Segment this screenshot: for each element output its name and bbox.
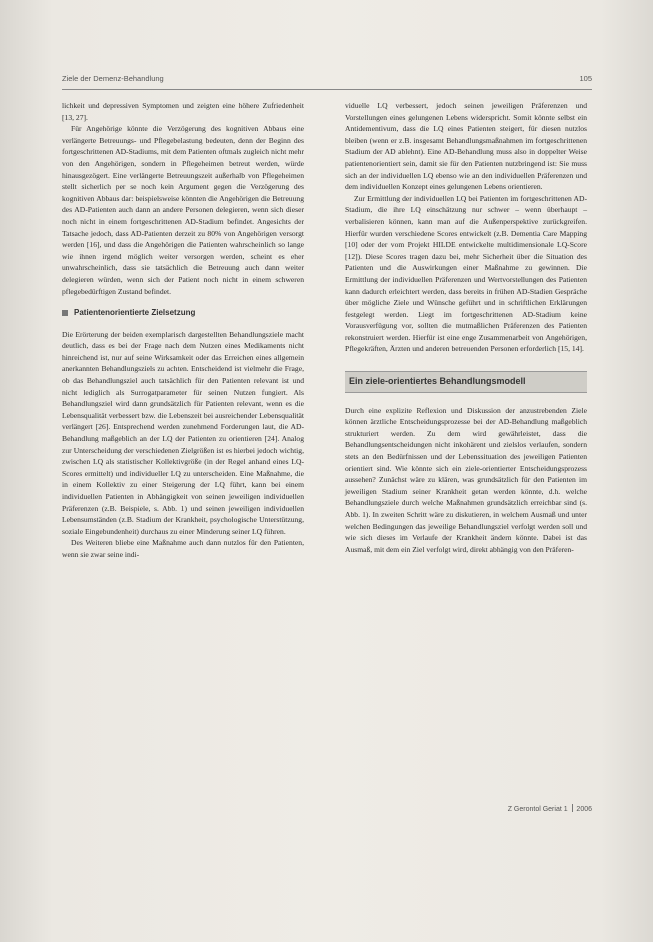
running-title: Ziele der Demenz-Behandlung <box>62 74 164 83</box>
running-header <box>62 74 592 88</box>
page-footer <box>470 804 592 813</box>
journal-year: 2006 <box>576 806 592 813</box>
paragraph: Für Angehörige könnte die Verzögerung des kognitiven Abbaus eine verlängerte Betreuungs- und Pflegebelastung bedeuten, denn der Beginn des fortgeschrittenen AD-Stadiums, mit dem Patienten oftmals zugleich nicht mehr von den Angehörigen, sondern in Pflegeheimen betreut werden, würde hinausgezögert. Eine verlängerte Betreuungszeit außerhalb von Pflegeheimen stellt sicherlich per se noch kein Argument gegen die Verzögerung des kognitiven Abbaus dar: beispielsweise könnten die Angehörigen die Betreuung des AD-Patienten auch dann an andere Personen delegieren, wenn sich dieser noch nicht in einem fortgeschrittenen AD-Stadium befindet. Angesichts der Tatsache jedoch, dass AD-Patienten derzeit zu 80% von Angehörigen versorgt werden [16], und dass die Angehörigen die Patienten wahrscheinlich so lange wie ihnen irgend möglich weiter versorgen werden, scheint es eher unwahrscheinlich, dass sie tatsächlich die Betreuung auch dann weiter delegieren würden, wenn sich der Patient noch nicht in einem schweren pflegebedürftigen Zustand befindet. <box>62 124 304 296</box>
paragraph: Des Weiteren bliebe eine Maßnahme auch dann nutzlos für den Patienten, wenn sie zwar seine indi- <box>62 538 304 559</box>
paragraph: lichkeit und depressiven Symptomen und zeigten eine höhere Zufriedenheit [13, 27]. <box>62 101 304 122</box>
paragraph: Zur Ermittlung der individuellen LQ bei Patienten im fortgeschrittenen AD-Stadium, die ihre LQ einschätzung nur schwer – wenn überhaupt – verbalisieren können, kann man auf die Außenperspektive zurückgreifen. Hierfür wurden verschiedene Scores entwickelt (z.B. Dementia Care Mapping [10] oder der vom Projekt HILDE entwickelte multidimensionale LQ-Score [12]). Diese Scores tragen dazu bei, mehr Sicherheit über die Situation des Patienten und die Auswirkungen einer Maßnahme zu gewinnen. Die Ermittlung der individuellen Präferenzen und Wertvorstellungen des Patienten kann dadurch erleichtert werden, dass bereits in frühen AD-Stadien Gespräche über mögliche Ziele und Wünsche geführt und in schriftlichen Erklärungen festgelegt werden. Liegt im fortgeschrittenen AD-Stadium keine Vorausverfügung vor, sollten die mutmaßlichen Präferenzen des Patienten rekonstruiert werden. Hierfür ist eine enge Zusammenarbeit von Angehörigen, Pflegekräften, Ärzten und anderen betreuenden Personen erforderlich [15, 14]. <box>345 193 587 354</box>
header-rule <box>62 89 592 90</box>
section-heading-text: Ein ziele-orientiertes Behandlungsmodell <box>349 376 526 387</box>
footer-separator <box>572 804 573 812</box>
paragraph: Durch eine explizite Reflexion und Diskussion der anzustrebenden Ziele können ärztliche Entscheidungsprozesse bei der AD-Behandlung maßgeblich strukturiert werden. Zu dem wird gewährleistet, dass die Behandlungsentscheidungen nicht inkohärent und zielslos verlaufen, sondern stets an den Bedürfnissen und der Lebenssituation des jeweiligen Patienten orientiert sind. Wie könnte sich ein ziele-orientierter Entscheidungsprozess aussehen? Zunächst wäre zu klären, was grundsätzlich für den Patienten im jeweiligen Stadium seiner Krankheit getan werden könnte, d.h. welche Behandlungsziele durch welche Maßnahmen grundsätzlich erreichbar sind (s. Abb. 1). In zweiten Schritt wäre zu diskutieren, in welchem Ausmaß und unter welchen Bedingungen das jeweilige Behandlungsziel verfolgt werden soll und wie sich dieses im Verlaufe der Krankheit ändern könnte. Dabei ist das Ausmaß, mit dem ein Ziel verfolgt wird, direkt abhängig von den Präferen- <box>345 405 587 554</box>
heading-bullet-icon <box>62 310 68 316</box>
paragraph: Die Erörterung der beiden exemplarisch dargestellten Behandlungsziele macht deutlich, dass es bei der Frage nach dem Nutzen eines Medikaments nicht hinreichend ist, nur auf seine Wirksamkeit oder das Erreichen eines allgemein anerkannten Behandlungsziels zu achten. Entscheidend ist vielmehr die Frage, ob das Behandlungsziel auch tatsächlich für den Patienten relevant ist und nicht lediglich als Surrogatparameter für seinen Nutzen fungiert. Als Behandlungsziel wird dann grundsätzlich für Patienten relevant, wenn es die Lebensqualität verbessert bzw. die Lebenszeit bei ausreichender Lebensqualität verlängert [26]. Entsprechend werden zunehmend Forderungen laut, die AD-Behandlung maßgeblich an der LQ der Patienten zu orientieren [24]. Analog zur Unterscheidung der verschiedenen Zielgrößen ist es hierbei jedoch wichtig, zwischen LQ als statistischer Kollektivgröße (in der Regel anhand eines LQ-Scores ermittelt) und individueller LQ zu unterscheiden. Eine Maßnahme, die in einem Kollektiv zu einer Steigerung der LQ führt, kann bei einem individuellen Patienten in Abhängigkeit von seinen jeweiligen individuellen Präferenzen (z.B. Beispiele, s. Abb. 1) und seinen jeweiligen individuellen Lebensumständen (z.B. Stadium der Krankheit, psychologische Unterstützung, soziale Eingebundenheit) durchaus zu einer Minderung seiner LQ führen. <box>62 329 304 536</box>
page-number: 105 <box>579 74 592 83</box>
section-heading-box <box>345 371 587 393</box>
journal-citation: Z Gerontol Geriat 1 <box>507 806 568 813</box>
right-column <box>345 100 587 555</box>
section-heading <box>62 307 304 319</box>
section-heading-text: Patientenorientierte Zielsetzung <box>74 308 196 318</box>
left-column <box>62 100 304 561</box>
paragraph: viduelle LQ verbessert, jedoch seinen jeweiligen Präferenzen und Vorstellungen eines gelungenen Lebens widerspricht. Somit könnte selbst ein Antidementivum, dass die LQ eines Patienten steigert, für diesen nutzlos bleiben (wenn er z.B. insgesamt Behandlungsmaßnahmen im fortgeschrittenen Stadium der AD ablehnt). Eine AD-Behandlung muss also in doppelter Weise patientenorientiert sein, damit sie für den Patienten nutzbringend ist: Sie muss sich an der individuellen LQ ebenso wie an den individuellen Präferenzen und dem individuellen Konzept eines gelungenen Lebens orientieren. <box>345 101 587 192</box>
